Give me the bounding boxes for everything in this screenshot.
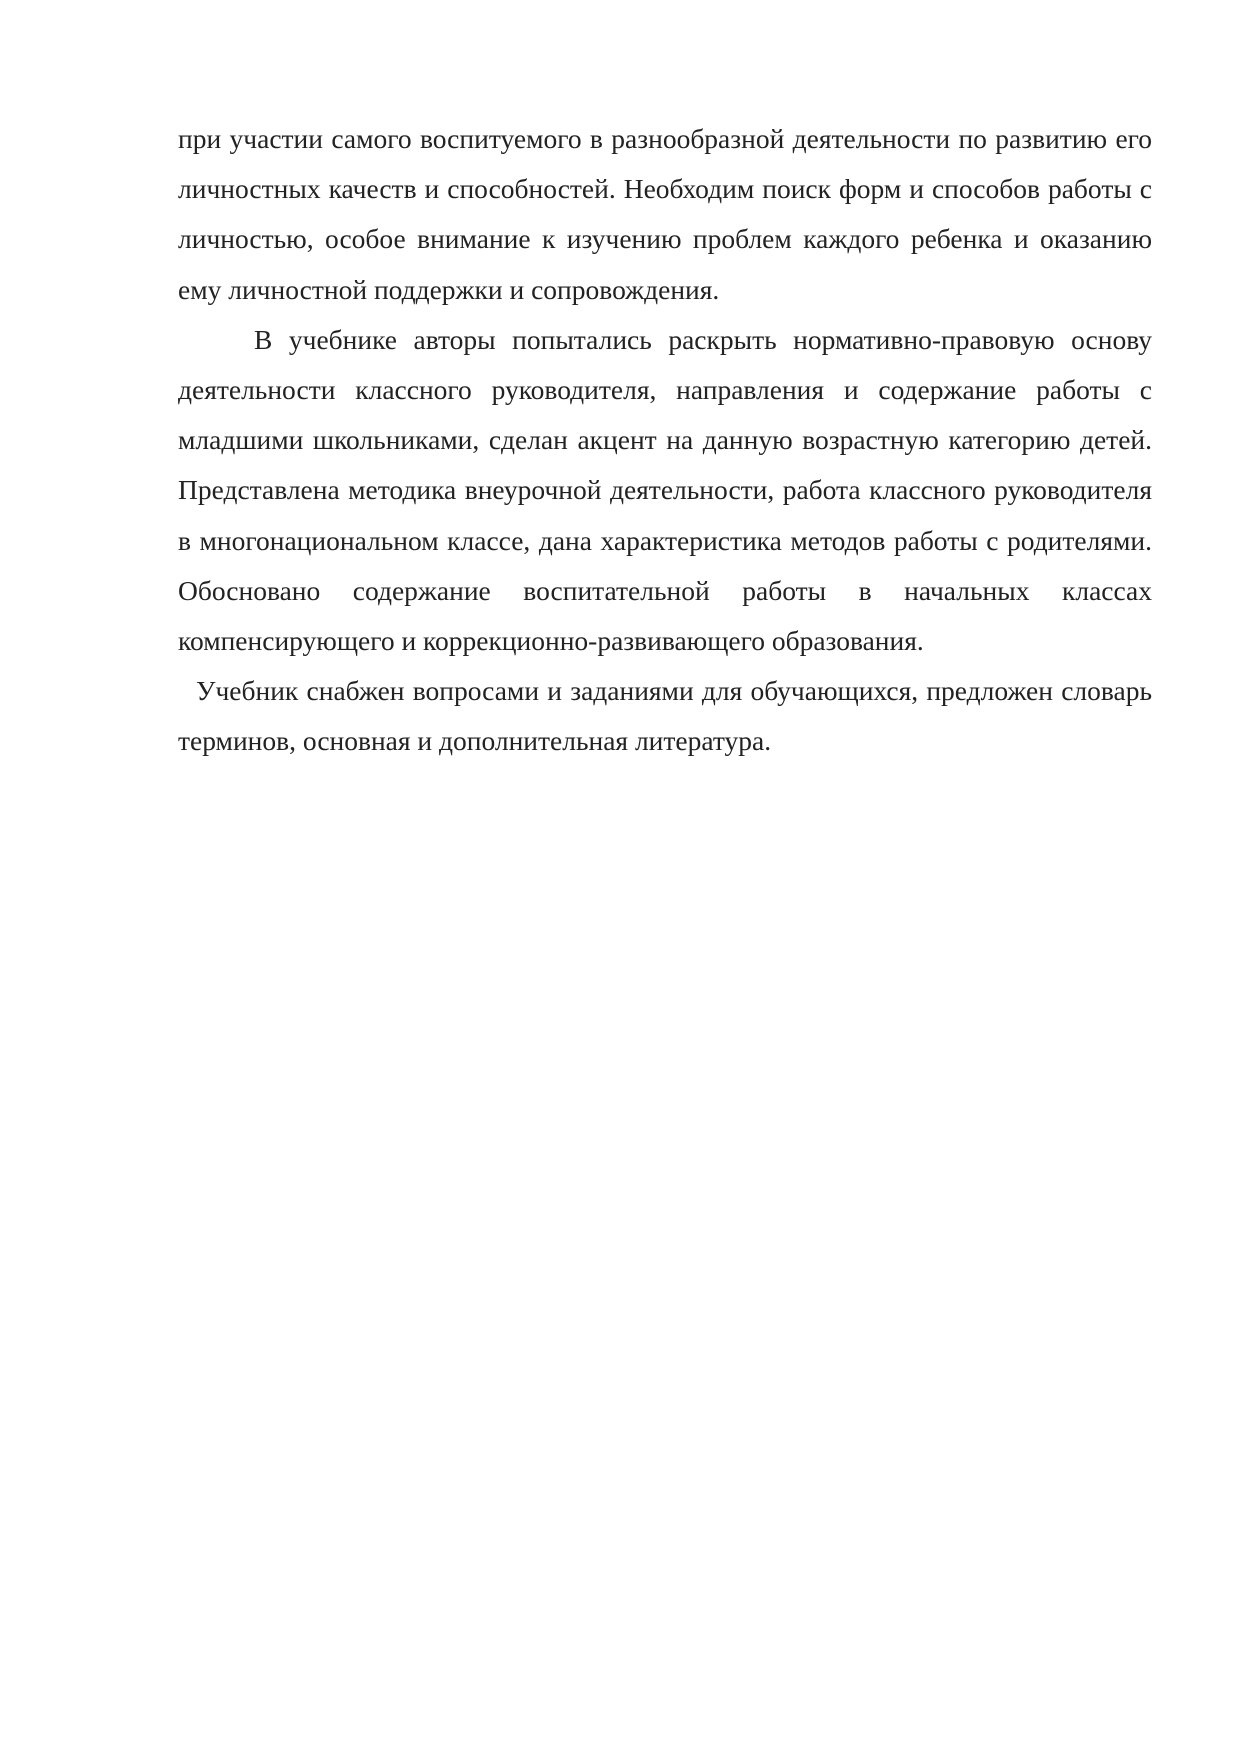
paragraph-textbook-resources: Учебник снабжен вопросами и заданиями для обучающихся, предложен словарь терминов, основная и дополнительная литература. [178,675,1152,757]
paragraph-textbook-content: В учебнике авторы попытались раскрыть нормативно-правовую основу деятельности классного руководителя, направления и содержание работы с младшими школьниками, сделан акцент на данную возрастную категорию детей. Представлена методика внеурочной деятельности, работа классного руководителя в многонациональном классе, дана характеристика методов работы с родителями. Обосновано содержание воспитательной работы в начальных классах компенсирующего и коррекционно-развивающего образования. [178,323,1152,657]
paragraph-continuation: при участии самого воспитуемого в разнообразной деятельности по развитию его личностных качеств и способностей. Необходим поиск форм и способов работы с личностью, особое внимание к изучению проблем каждого ребенка и оказанию ему личностной поддержки и сопровождения. [178,123,1152,305]
body-text [178,114,1152,767]
